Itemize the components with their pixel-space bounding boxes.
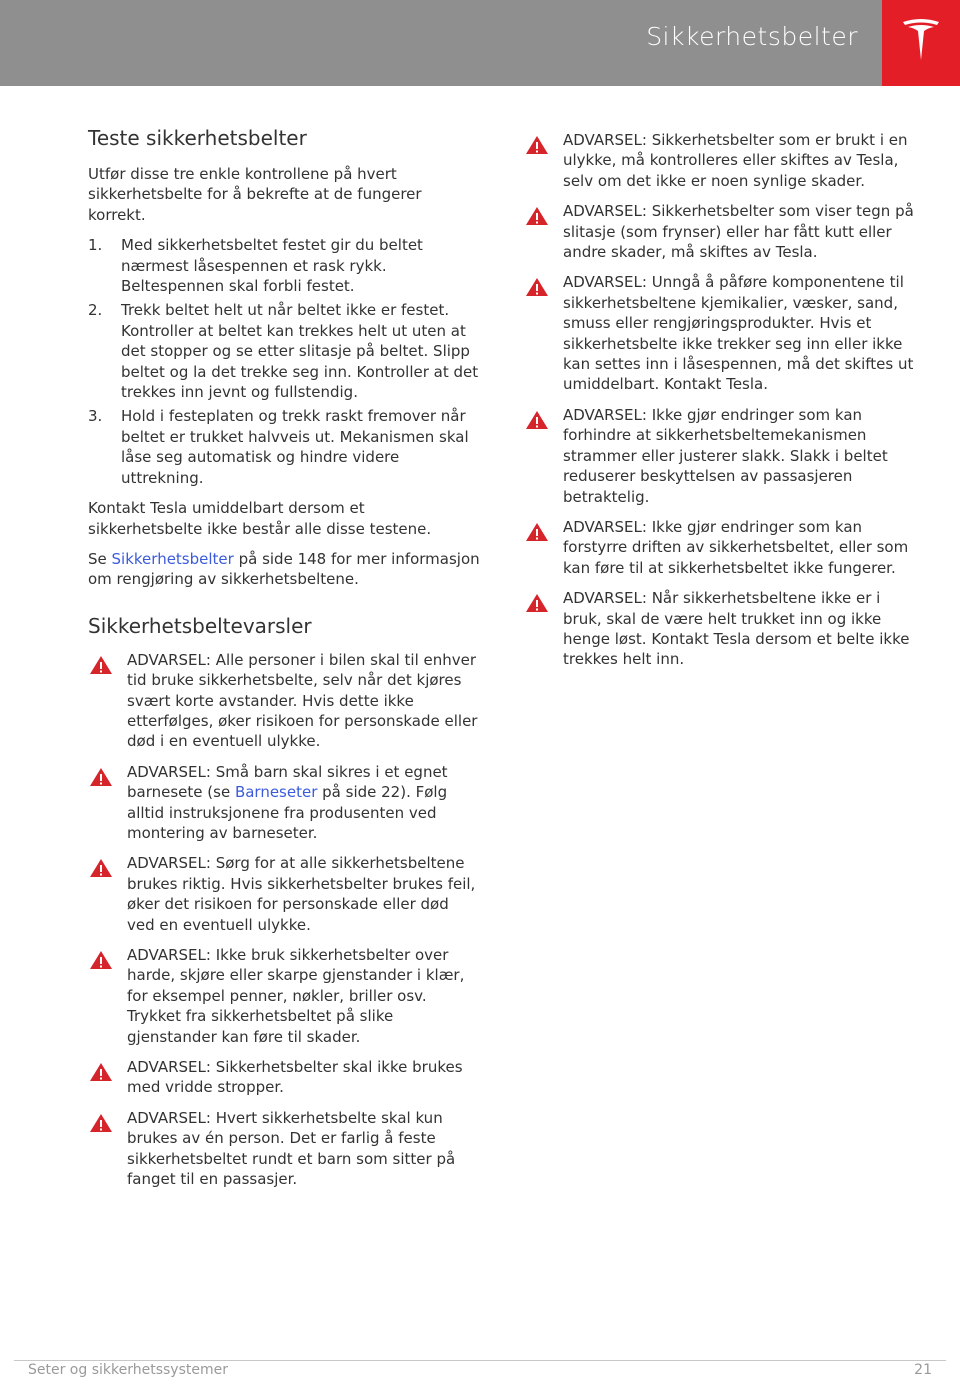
warning-prefix: ADVARSEL: Små barn skal sikres i et egnet barnesete (se [127, 762, 448, 802]
footer-divider [14, 1360, 946, 1361]
warning-item [524, 405, 916, 507]
see-paragraph [88, 549, 480, 590]
warning-icon [525, 410, 549, 430]
list-item [88, 406, 480, 488]
warning-item [524, 272, 916, 394]
warning-icon [89, 858, 113, 878]
see-prefix: Se [88, 549, 112, 568]
section-title-testing: Teste sikkerhetsbelter [88, 126, 307, 150]
warning-text: ADVARSEL: Når sikkerhetsbeltene ikke er i bruk, skal de være helt trukket inn og ikke henge løst. Kontakt Tesla dersom et belte ikke trekkes helt inn. [563, 589, 910, 669]
warning-item [88, 1057, 480, 1098]
contact-paragraph: Kontakt Tesla umiddelbart dersom et sikkerhetsbelte ikke består alle disse testene. [88, 499, 432, 538]
step-number: 3. [88, 407, 103, 426]
step-text: Hold i festeplaten og trekk raskt fremover når beltet er trukket halvveis ut. Mekanismen skal låse seg automatisk og hindre videre uttrekning. [121, 407, 469, 487]
intro-paragraph: Utfør disse tre enkle kontrollene på hvert sikkerhetsbelte for å bekrefte at de fungerer korrekt. [88, 165, 422, 224]
warning-suffix: på side 22). Følg alltid instruksjonene fra produsenten ved montering av barneseter. [127, 783, 448, 842]
warning-text: ADVARSEL: Ikke bruk sikkerhetsbelter over harde, skjøre eller skarpe gjenstander i klær, for eksempel penner, nøkler, briller osv. Trykket fra sikkerhetsbeltet på slike gjenstander kan føre til skader. [127, 946, 465, 1046]
warning-item [88, 1108, 480, 1190]
warning-item [524, 588, 916, 670]
warning-item [524, 201, 916, 262]
warning-text: ADVARSEL: Ikke gjør endringer som kan forhindre at sikkerhetsbeltemekanismen strammer eller justerer slakk. Slakk i beltet reduserer beskyttelsen av passasjeren betraktelig. [563, 405, 888, 506]
warning-item [88, 853, 480, 935]
warning-icon [525, 277, 549, 297]
warning-item [88, 762, 480, 844]
warning-text: ADVARSEL: Sikkerhetsbelter som viser tegn på slitasje (som frynser) eller har fått kutt eller andre skader, må skiftes av Tesla. [563, 202, 914, 262]
warning-text: ADVARSEL: Sikkerhetsbelter skal ikke brukes med vridde stropper. [127, 1058, 463, 1097]
warning-text: ADVARSEL: Sikkerhetsbelter som er brukt i en ulykke, må kontrolleres eller skiftes av Tesla, selv om det ikke er noen synlige skader. [563, 131, 908, 190]
page-title: Sikkerhetsbelter [646, 22, 858, 51]
warning-icon [525, 593, 549, 613]
test-steps-list [88, 235, 480, 488]
list-item [88, 235, 480, 296]
page-number: 21 [914, 1362, 932, 1378]
warning-icon [525, 522, 549, 542]
warning-item [88, 945, 480, 1047]
warning-icon [89, 1113, 113, 1133]
warning-icon [89, 767, 113, 787]
warning-item [524, 517, 916, 578]
list-item [88, 300, 480, 402]
warning-text: ADVARSEL: Alle personer i bilen skal til enhver tid bruke sikkerhetsbelte, selv når det kjøres svært korte avstander. Hvis dette ikke etterfølges, øker risikoen for personskade eller død i en eventuell ulykke. [127, 650, 478, 751]
tesla-logo-icon [901, 16, 941, 66]
footer-section: Seter og sikkerhetssystemer [28, 1362, 228, 1378]
step-number: 2. [88, 301, 103, 320]
warning-icon [89, 655, 113, 675]
warning-item [524, 130, 916, 191]
see-suffix: på side 148 for mer informasjon om rengjøring av sikkerhetsbeltene. [88, 549, 480, 589]
warning-text: ADVARSEL: Ikke gjør endringer som kan forstyrre driften av sikkerhetsbeltet, eller som kan føre til at sikkerhetsbeltet ikke fungerer. [563, 517, 909, 577]
warning-text: ADVARSEL: Unngå å påføre komponentene til sikkerhetsbeltene kjemikalier, væsker, sand, smuss eller rengjøringsprodukter. Hvis et sikkerhetsbelte ikke trekker seg inn eller ikke kan settes inn i låsespennen, må det skiftes ut umiddelbart. Kontakt Tesla. [563, 273, 914, 394]
warning-icon [89, 1062, 113, 1082]
tesla-logo [882, 0, 960, 86]
link-barneseter[interactable]: Barneseter [234, 783, 318, 802]
section-title-warnings: Sikkerhetsbeltevarsler [88, 613, 312, 638]
right-column [524, 130, 916, 680]
step-text: Trekk beltet helt ut når beltet ikke er festet. Kontroller at beltet kan trekkes helt ut uten at det stopper og se etter slitasje på beltet. Slipp beltet og la det trekke seg inn. Kontroller at det trekkes inn jevnt og fullstendig. [121, 301, 479, 402]
step-text: Med sikkerhetsbeltet festet gir du beltet nærmest låsespennen et rask rykk. Beltespennen skal forbli festet. [121, 236, 423, 296]
link-sikkerhetsbelter[interactable]: Sikkerhetsbelter [111, 549, 234, 568]
step-number: 1. [88, 236, 103, 255]
warning-text: ADVARSEL: Sørg for at alle sikkerhetsbeltene brukes riktig. Hvis sikkerhetsbelter brukes feil, øker det risikoen for personskade eller død ved en eventuell ulykke. [127, 854, 476, 934]
left-column [88, 124, 480, 1199]
warning-icon [525, 206, 549, 226]
warning-text: ADVARSEL: Hvert sikkerhetsbelte skal kun brukes av én person. Det er farlig å feste sikkerhetsbeltet rundt et barn som sitter på fanget til en passasjer. [127, 1108, 456, 1189]
warning-icon [89, 950, 113, 970]
warning-item [88, 650, 480, 752]
warning-icon [525, 135, 549, 155]
